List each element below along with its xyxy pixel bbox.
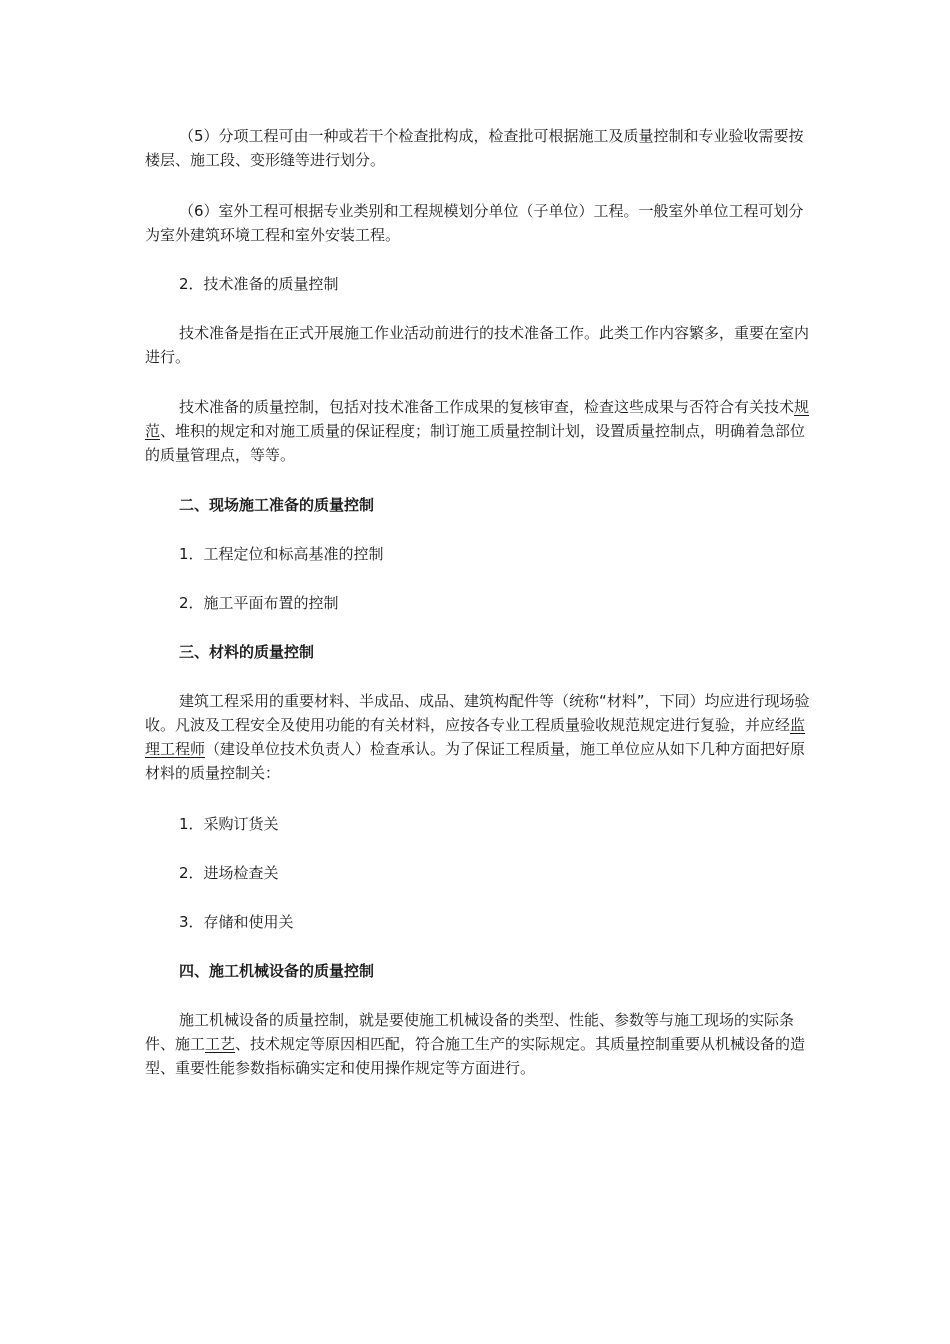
text-segment: 、技术规定等原因相匹配，符合施工生产的实际规定。其质量控制重要从机械设备的造型、重要性能参数指标确实定和使用操作规定等方面进行。 xyxy=(145,1035,806,1077)
paragraph-item-6: （6）室外工程可根据专业类别和工程规模划分单位（子单位）工程。一般室外单位工程可划分为室外建筑环境工程和室外安装工程。 xyxy=(145,202,804,244)
section-heading-site-preparation: 二、现场施工准备的质量控制 xyxy=(179,496,375,514)
text-segment: 技术准备的质量控制，包括对技术准备工作成果的复核审查，检查这些成果与否符合有关技术 xyxy=(179,398,795,416)
list-item-inspection: 2．进场检查关 xyxy=(179,864,279,882)
section-heading-materials: 三、材料的质量控制 xyxy=(179,643,315,661)
text-segment: 建筑工程采用的重要材料、半成品、成品、建筑构配件等（统称“材料”，下同）均应进行现场验收。凡波及工程安全及使用功能的有关材料，应按各专业工程质量验收规范规定进行复验，并应经 xyxy=(145,692,810,734)
text-segment: （建设单位技术负责人）检查承认。为了保证工程质量，施工单位应从如下几种方面把好原材料的质量控制关： xyxy=(145,740,806,782)
paragraph-item-5: （5）分项工程可由一种或若干个检查批构成，检查批可根据施工及质量控制和专业验收需要按楼层、施工段、变形缝等进行划分。 xyxy=(145,127,804,169)
link-supervising-engineer[interactable]: 监理工程师 xyxy=(145,716,806,758)
section-heading-machinery: 四、施工机械设备的质量控制 xyxy=(179,962,375,980)
list-item-positioning-control: 1．工程定位和标高基准的控制 xyxy=(179,545,384,563)
text-segment: 、堆积的规定和对施工质量的保证程度；制订施工质量控制计划，设置质量控制点，明确着急部位的质量管理点，等等。 xyxy=(145,422,806,464)
link-process[interactable]: 工艺 xyxy=(205,1035,236,1053)
text-segment: 施工机械设备的质量控制，就是要使施工机械设备的类型、性能、参数等与施工现场的实际条件、施工 xyxy=(145,1011,795,1053)
paragraph-technical-preparation-definition: 技术准备是指在正式开展施工作业活动前进行的技术准备工作。此类工作内容繁多，重要在室内进行。 xyxy=(145,324,810,366)
subheading-technical-preparation: 2．技术准备的质量控制 xyxy=(179,275,339,293)
paragraph-technical-preparation-quality xyxy=(145,395,810,467)
paragraph-materials-acceptance xyxy=(145,689,810,785)
link-norms[interactable]: 规范 xyxy=(145,398,810,440)
list-item-storage: 3．存储和使用关 xyxy=(179,913,294,931)
list-item-procurement: 1．采购订货关 xyxy=(179,815,279,833)
paragraph-machinery-quality xyxy=(145,1008,810,1080)
list-item-layout-control: 2．施工平面布置的控制 xyxy=(179,594,339,612)
